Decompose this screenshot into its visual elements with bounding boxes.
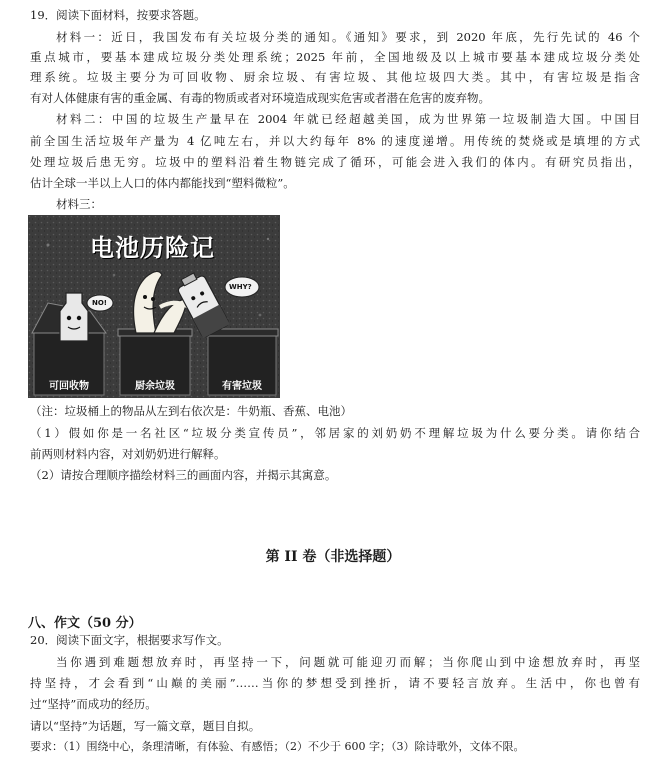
- material2-line-2: 前全国生活垃圾年产量为 4 亿吨左右，并以大约每年 8% 的速度递增。用传统的焚烧或是填埋的方式: [30, 134, 640, 148]
- passage-line-3: 过“坚持”而成功的经历。: [30, 697, 157, 711]
- battery-cartoon: [28, 215, 280, 398]
- material1-line-1: 材料一：近日，我国发布有关垃圾分类的通知。《通知》要求，到 2020 年底，先行先试的 46 个: [56, 30, 640, 44]
- material2-line-1: 材料二：中国的垃圾生产量早在 2004 年就已经超越美国，成为世界第一垃圾制造大国。中国目: [56, 112, 640, 126]
- bin-label-recyclable: 可回收物: [49, 381, 89, 392]
- material1-line-2: 重点城市，要基本建成垃圾分类处理系统；2025 年前，全国地级及以上城市要基本建成垃圾分类处: [30, 50, 640, 64]
- cartoon-title: 电池历险记: [90, 234, 215, 262]
- material3-label: 材料三：: [56, 197, 102, 211]
- material1-line-4: 有对人体健康有害的重金属、有毒的物质或者对环境造成现实危害或者潜在危害的废弃物。: [30, 91, 490, 105]
- part8-title: 八、作文（50 分）: [28, 616, 142, 631]
- bubble-why: WHY?: [229, 283, 252, 291]
- essay-requirements: 要求：（1）围绕中心，条理清晰，有体验、有感悟；（2）不少于 600 字；（3）除诗歌外，文体不限。: [30, 740, 525, 753]
- bin-label-hazardous: 有害垃圾: [222, 381, 262, 392]
- essay-instruction: 请以“坚持”为话题，写一篇文章，题目自拟。: [30, 719, 261, 733]
- bubble-no: NO!: [92, 299, 108, 307]
- section2-title: 第 II 卷（非选择题）: [265, 549, 401, 565]
- task1-line-2: 前两则材料内容，对刘奶奶进行解释。: [30, 447, 226, 461]
- passage-line-1: 当你遇到难题想放弃时，再坚持一下，问题就可能迎刃而解；当你爬山到中途想放弃时，再坚: [56, 655, 640, 669]
- bin-label-kitchen: 厨余垃圾: [135, 381, 175, 392]
- q20-header: 20．阅读下面文字，根据要求写作文。: [30, 633, 229, 647]
- material2-line-3: 处理垃圾后患无穷。垃圾中的塑料沿着生物链完成了循环，可能会进入我们的体内。有研究员指出，: [30, 155, 640, 169]
- material2-line-4: 估计全球一半以上人口的体内都能找到“塑料微粒”。: [30, 176, 295, 190]
- passage-line-2: 持坚持，才会看到“山巅的美丽”……当你的梦想受到挫折，请不要轻言放弃。生活中，你也曾有: [30, 676, 640, 690]
- q19-header: 19．阅读下面材料，按要求答题。: [30, 8, 206, 22]
- task1-line-1: （1）假如你是一名社区“垃圾分类宣传员”，邻居家的刘奶奶不理解垃圾为什么要分类。请你结合: [30, 426, 640, 440]
- material1-line-3: 理系统。垃圾主要分为可回收物、厨余垃圾、有害垃圾、其他垃圾四大类。其中，有害垃圾是指含: [30, 70, 640, 84]
- task2: （2）请按合理顺序描绘材料三的画面内容，并揭示其寓意。: [30, 468, 337, 482]
- cartoon-note: （注：垃圾桶上的物品从左到右依次是：牛奶瓶、香蕉、电池）: [30, 404, 352, 418]
